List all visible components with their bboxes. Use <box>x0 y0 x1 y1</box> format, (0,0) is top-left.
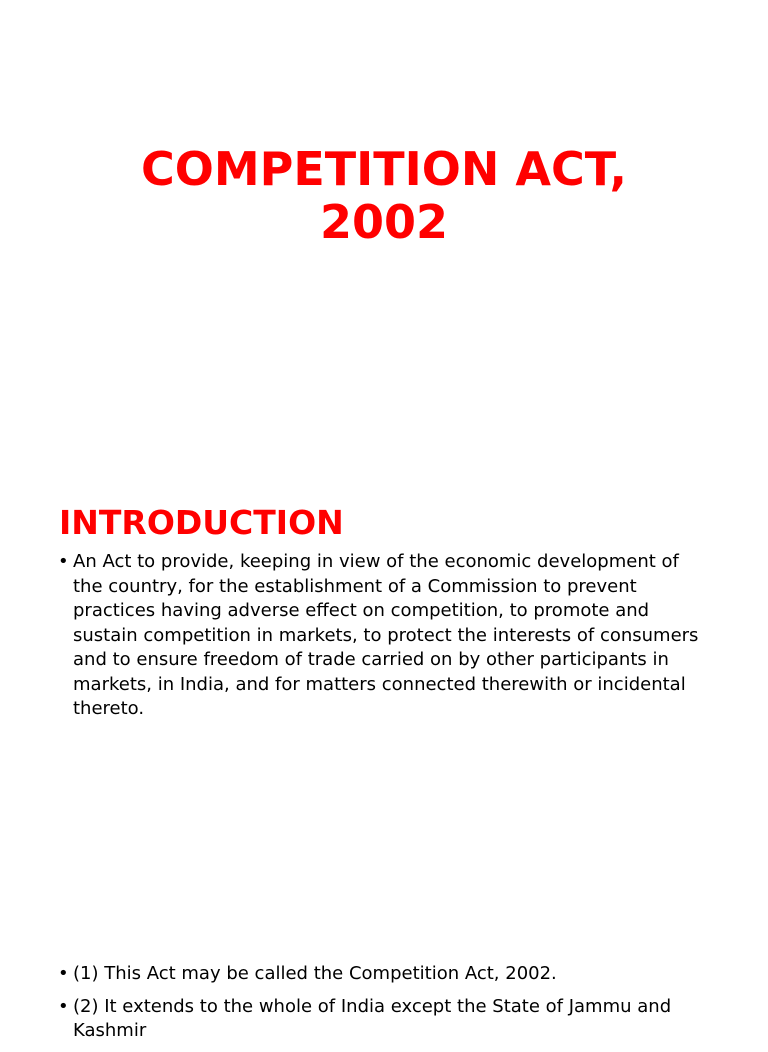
title-line-2: 2002 <box>319 194 449 249</box>
introduction-slide <box>0 440 768 940</box>
short-title-bullet-list <box>58 962 708 1052</box>
title-slide <box>0 0 768 420</box>
short-title-slide <box>0 940 768 1041</box>
introduction-bullet: • An Act to provide, keeping in view of the economic development of the country, for the establishment of a Commission to prevent practices having adverse effect on competition, to promote and sustain competition in markets, to protect the interests of consumers and to ensure freedom of trade carried on by other participants in markets, in India, and for matters connected therewith or incidental thereto. <box>58 550 708 722</box>
extent-bullet: • (2) It extends to the whole of India except the State of Jammu and Kashmir <box>58 995 708 1044</box>
introduction-bullet-list <box>58 550 708 730</box>
short-title-bullet: • (1) This Act may be called the Competition Act, 2002. <box>58 962 708 987</box>
introduction-heading: INTRODUCTION <box>59 503 344 543</box>
page-title <box>0 143 768 249</box>
title-line-1: COMPETITION ACT, <box>140 141 628 196</box>
